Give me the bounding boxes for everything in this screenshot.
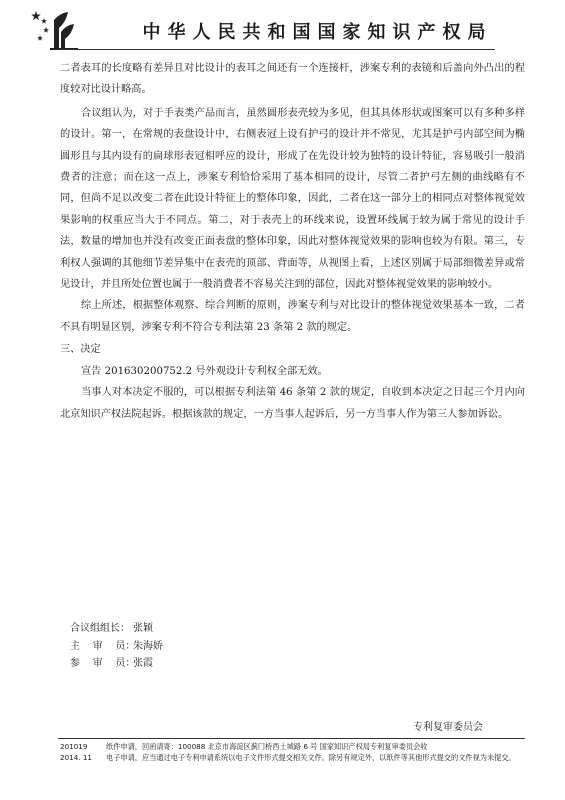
paragraph: 二者表耳的长度略有差异且对比设计的表耳之间还有一个连接杆，涉案专利的表镜和后盖向外凸出的程度较对比设计略高。 — [60, 63, 525, 96]
footer-text: 电子申请，应当通过电子专利申请系统以电子文件形式提交相关文件。除另有规定外，以纸件等其他形式提交的文件视为未提交。 — [106, 752, 516, 762]
footer-row — [60, 742, 530, 753]
page-footer — [60, 742, 530, 763]
panel-role: 参 审 员： — [70, 658, 136, 669]
header-divider — [58, 49, 495, 50]
panel-member-row — [70, 638, 163, 656]
panel-role: 主 审 员： — [70, 640, 136, 652]
panel-name: 张颖 — [133, 623, 153, 634]
committee-signature: 专利复审委员会 — [413, 722, 483, 733]
form-code: 201019 — [60, 742, 88, 751]
paragraph: 合议组认为，对于手表类产品而言，虽然圆形表壳较为多见，但其具体形状或图案可以有多种多样的设计。第一，在常规的表盘设计中，右侧表冠上设有护弓的设计并不常见，尤其是护弓内部空间为椭圆形且与其内设有的扁球形表冠相呼应的设计，形成了在先设计较为独特的设计特征，容易吸引一般消费者的注意；而在这一点上，涉案专利恰恰采用了基本相同的设计，尽管二者护弓左侧的曲线略有不同，但尚不足以改变二者在此设计特征上的整体印象，因此，二者在这一部分上的相同点对整体视觉效果影响的权重应当大于不同点。第二，对于表壳上的环线来说，设置环线属于较为属于常见的设计手法，数量的增加也并没有改变正面表盘的整体印象，因此对整体视觉效果的影响也较为有限。第三，专利权人强调的其他细节差异集中在表壳的顶部、背面等，从视图上看，上述区别属于局部细微差异或常见设计，并且所处位置也属于一般消费者不容易关注到的部位，因此对整体视觉效果的影响较小。 — [60, 107, 525, 291]
panel-member-row — [70, 620, 163, 638]
panel-name: 朱海娇 — [133, 640, 163, 652]
appeal-notice: 当事人对本决定不服的，可以根据专利法第 46 条第 2 款的规定，自收到本决定之日起三个月内向北京知识产权法院起诉。根据该款的规定，一方当事人起诉后，另一方当事人作为第三人参加诉讼。 — [60, 387, 525, 420]
panel-member-row — [70, 655, 163, 673]
form-date: 2014. 11 — [60, 752, 93, 762]
footer-divider — [58, 738, 525, 739]
panel-members — [70, 620, 163, 673]
panel-name: 张霞 — [133, 658, 153, 669]
footer-row — [60, 753, 530, 764]
page-header-title: 中华人民共和国国家知识产权局 — [142, 22, 493, 43]
footer-text: 纸件申请，回函请寄：100088 北京市海淀区蓟门桥西土城路 6 号 国家知识产权局专利复审委员会收 — [106, 742, 428, 751]
document-body — [60, 58, 525, 425]
paragraph: 综上所述，根据整体观察、综合判断的原则，涉案专利与对比设计的整体视觉效果基本一致，二者不具有明显区别，涉案专利不符合专利法第 23 条第 2 款的规定。 — [60, 300, 525, 333]
panel-role: 合议组组长： — [70, 623, 130, 634]
decision-text: 宣告 201630200752.2 号外观设计专利权全部无效。 — [81, 365, 328, 377]
section-heading: 三、决定 — [60, 344, 101, 356]
